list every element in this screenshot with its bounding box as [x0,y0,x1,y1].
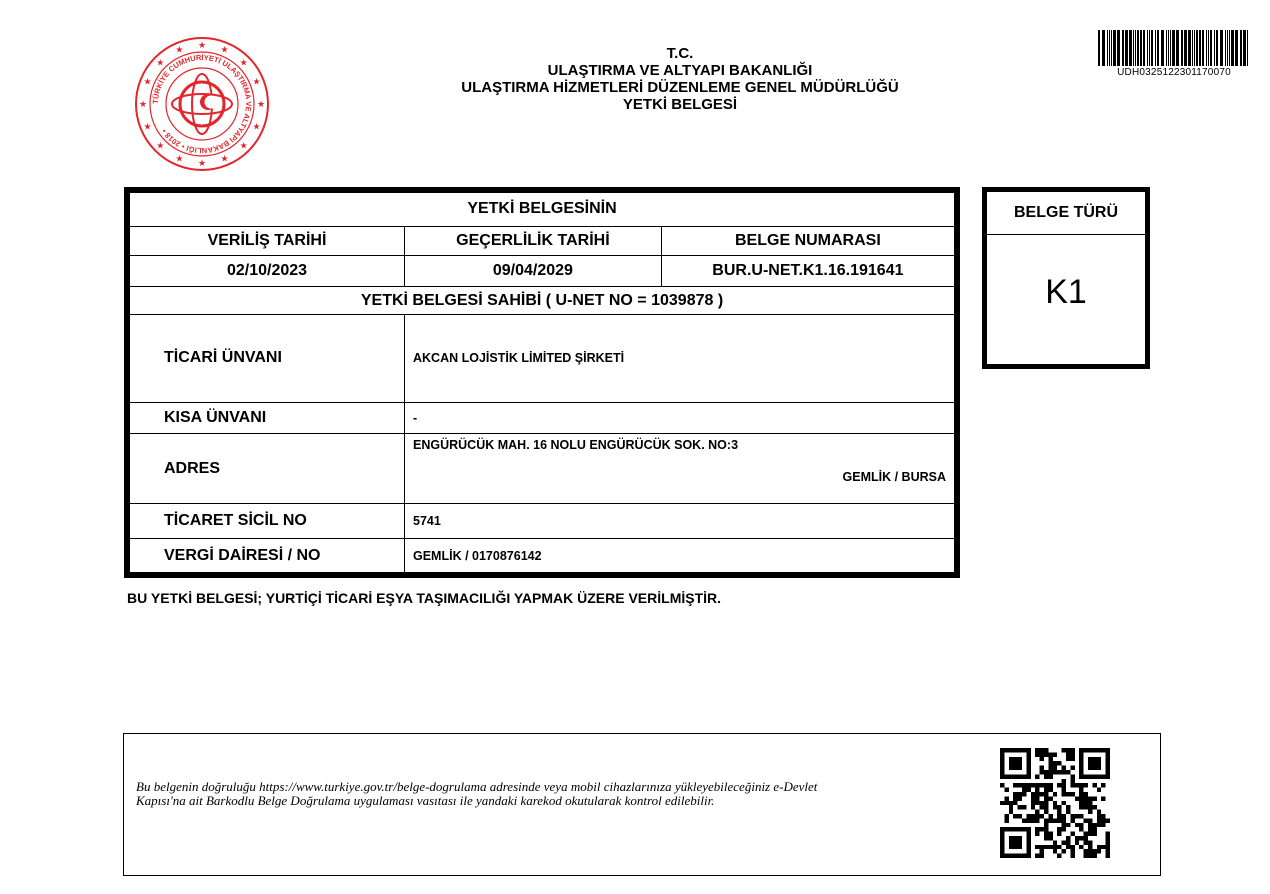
seal-star-icon: ★ [220,44,229,55]
ministry-seal-logo [132,34,272,174]
trade-name-value: AKCAN LOJİSTİK LİMİTED ŞİRKETİ [405,314,955,402]
seal-star-icon: ★ [143,121,152,132]
seal-star-icon: ★ [252,121,261,132]
valid-until-header: GEÇERLİLİK TARİHİ [405,226,662,255]
issue-date-header: VERİLİŞ TARİHİ [130,226,405,255]
qr-code[interactable] [1000,748,1110,858]
section-title: YETKİ BELGESİNİN [130,193,955,227]
header-tc: T.C. [666,45,694,62]
document-type-title: BELGE TÜRÜ [987,192,1145,235]
seal-star-icon: ★ [138,99,148,109]
registry-value: 5741 [405,503,955,539]
address-value [405,434,955,503]
document-type-value: K1 [1045,273,1087,311]
registry-label: TİCARET SİCİL NO [130,503,405,539]
document-barcode [1096,30,1252,78]
document-header [330,45,1030,113]
seal-star-icon: ★ [239,140,248,151]
issue-date-value: 02/10/2023 [130,255,405,286]
seal-star-icon: ★ [156,140,165,151]
document-number-header: BELGE NUMARASI [661,226,954,255]
verification-text [136,780,986,808]
seal-star-icon: ★ [220,153,229,164]
address-city: GEMLİK / BURSA [842,470,946,485]
seal-star-icon: ★ [143,76,152,87]
barcode-bars [1096,30,1250,66]
document-type-box [982,187,1150,369]
authorization-statement: BU YETKİ BELGESİ; YURTİÇİ TİCARİ EŞYA TAŞIMACILIĞI YAPMAK ÜZERE VERİLMİŞTİR. [127,590,722,606]
seal-star-icon: ★ [197,158,207,168]
seal-star-icon: ★ [239,57,248,68]
seal-star-icon: ★ [156,57,165,68]
owner-title: YETKİ BELGESİ SAHİBİ ( U-NET NO = 1039878 ) [130,287,955,314]
header-directorate: ULAŞTIRMA HİZMETLERİ DÜZENLEME GENEL MÜDÜRLÜĞÜ [461,79,899,96]
valid-until-value: 09/04/2029 [405,255,662,286]
document-number-value: BUR.U-NET.K1.16.191641 [661,255,954,286]
verification-box [123,733,1161,876]
verification-line-1: Bu belgenin doğruluğu https://www.turkiye.gov.tr/belge-dogrulama adresinde veya mobil cihazlarınıza yükleyebileceğiniz e-Devlet [136,779,818,794]
address-label: ADRES [130,434,405,503]
trade-name-label: TİCARİ ÜNVANI [130,314,405,402]
header-document-type: YETKİ BELGESİ [622,96,738,113]
short-name-value: - [405,402,955,433]
seal-star-icon: ★ [175,153,184,164]
seal-star-icon: ★ [197,40,207,50]
tax-value: GEMLİK / 0170876142 [405,539,955,573]
address-line: ENGÜRÜCÜK MAH. 16 NOLU ENGÜRÜCÜK SOK. NO:3 [413,438,739,453]
seal-star-icon: ★ [256,99,266,109]
seal-star-icon: ★ [252,76,261,87]
certificate-table [124,187,960,578]
header-ministry: ULAŞTIRMA VE ALTYAPI BAKANLIĞI [547,62,813,79]
tax-label: VERGİ DAİRESİ / NO [130,539,405,573]
verification-line-2: Kapısı'na ait Barkodlu Belge Doğrulama uygulaması vasıtası ile yandaki karekod okutularak kontrol edilebilir. [136,793,715,808]
barcode-number: UDH0325122301170070 [1117,67,1231,78]
short-name-label: KISA ÜNVANI [130,402,405,433]
seal-arc-text: TÜRKİYE CUMHURİYETİ ULAŞTIRMA VE ALTYAPI BAKANLIĞI • 2018 • [150,52,254,156]
seal-star-icon: ★ [175,44,184,55]
